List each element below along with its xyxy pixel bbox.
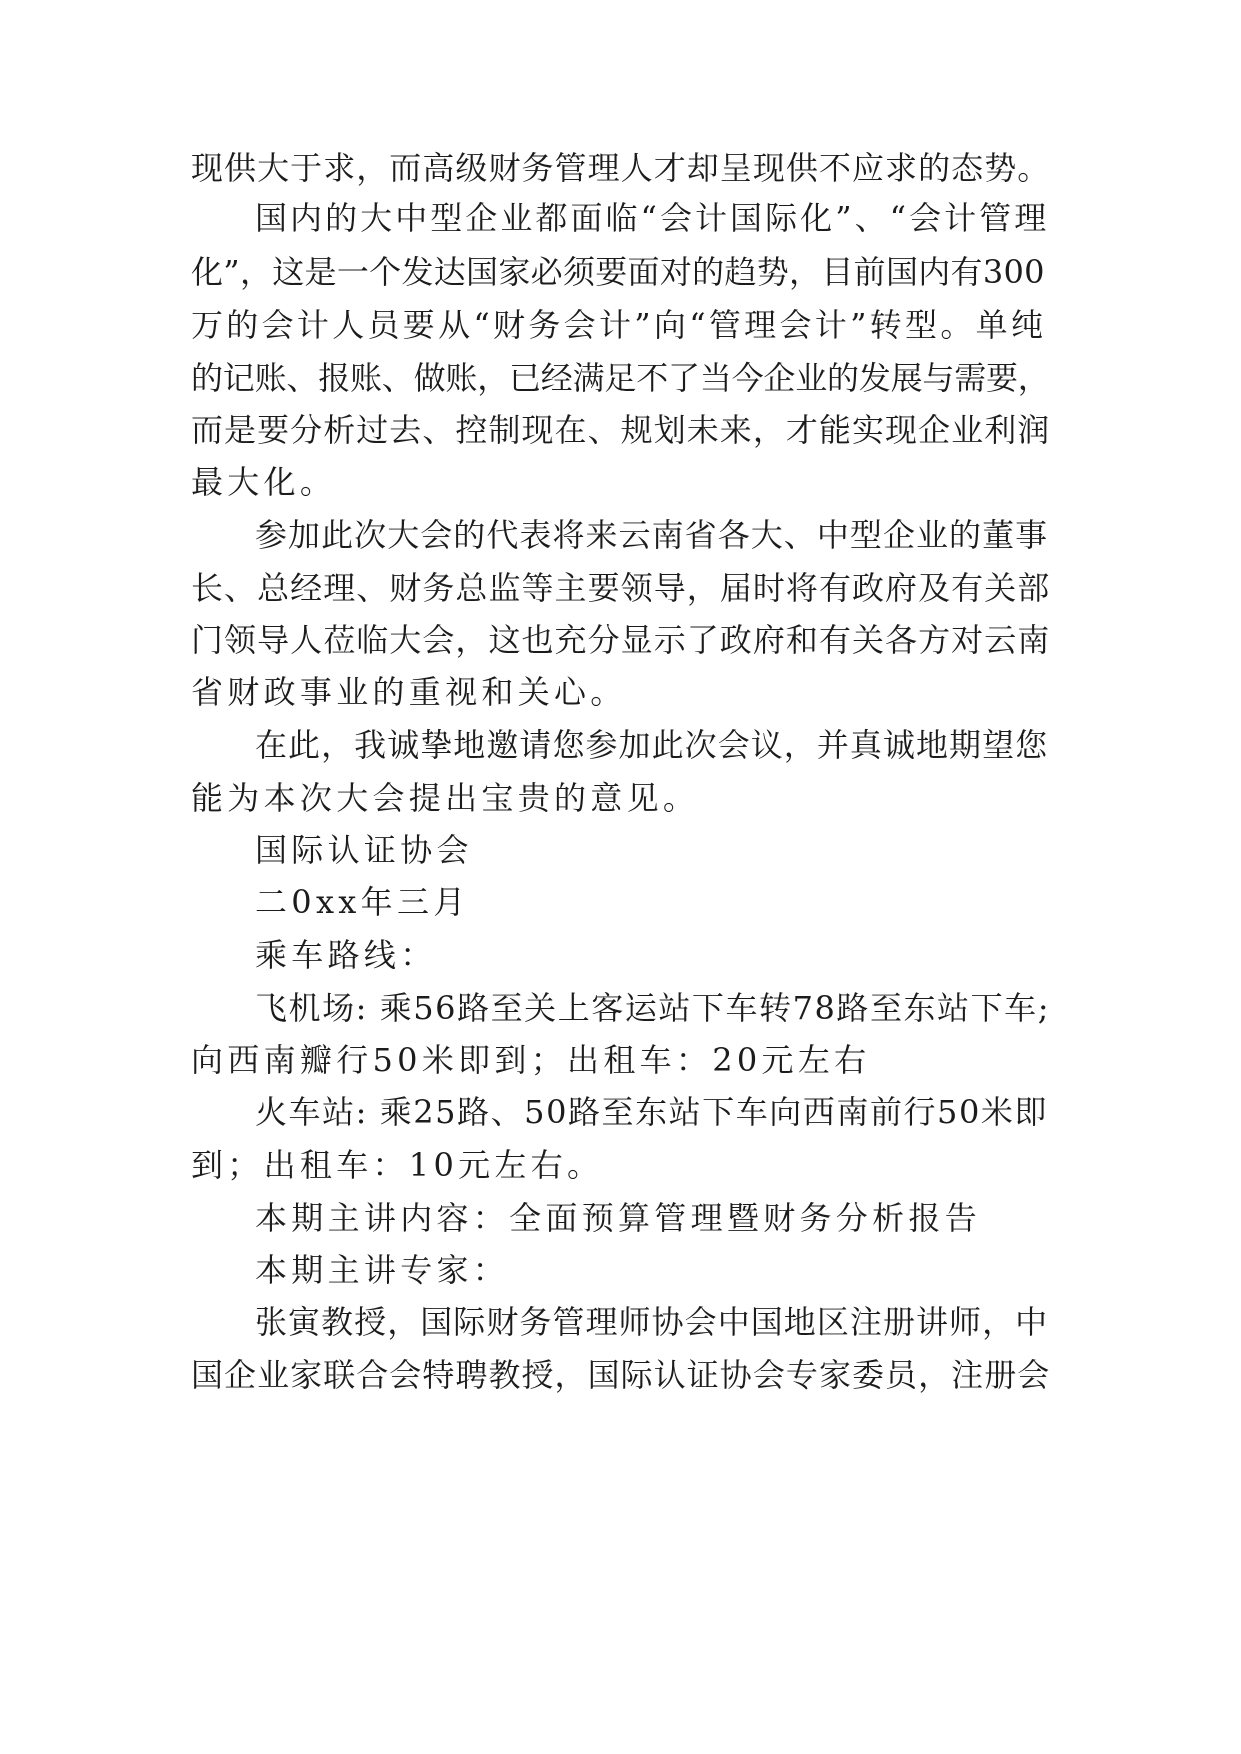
- paragraph-line: 而是要分析过去、控制现在、规划未来，才能实现企业利润: [191, 411, 1051, 449]
- paragraph-line: 的记账、报账、做账，已经满足不了当今企业的发展与需要，: [191, 359, 1050, 397]
- paragraph-line: 火车站: 乘25路、50路至东站下车向西南前行50米即: [255, 1093, 1048, 1131]
- paragraph-line: 现供大于求，而高级财务管理人才却呈现供不应求的态势。: [191, 149, 1051, 187]
- paragraph-line: 国内的大中型企业都面临“会计国际化”、“会计管理: [255, 199, 1050, 237]
- section-heading-expert: 本期主讲专家：: [255, 1251, 510, 1289]
- paragraph-line: 长、总经理、财务总监等主要领导，届时将有政府及有关部: [191, 569, 1051, 607]
- section-heading-route: 乘车路线：: [255, 936, 437, 974]
- paragraph-line: 能为本次大会提出宝贵的意见。: [191, 779, 700, 817]
- paragraph-line: 省财政事业的重视和关心。: [191, 673, 627, 711]
- paragraph-line: 最大化。: [191, 463, 337, 501]
- paragraph-line: 张寅教授，国际财务管理师协会中国地区注册讲师，中: [255, 1303, 1049, 1341]
- paragraph-line: 化”，这是一个发达国家必须要面对的趋势，目前国内有300: [191, 253, 1045, 291]
- paragraph-line: 飞机场: 乘56路至关上客运站下车转78路至东站下车;: [255, 989, 1051, 1027]
- paragraph-line: 参加此次大会的代表将来云南省各大、中型企业的董事: [255, 516, 1049, 554]
- signature-date: 二0xx年三月: [255, 883, 470, 921]
- paragraph-line: 本期主讲内容：全面预算管理暨财务分析报告: [255, 1199, 982, 1237]
- signature-organization: 国际认证协会: [255, 831, 473, 869]
- paragraph-line: 国企业家联合会特聘教授，国际认证协会专家委员，注册会: [191, 1356, 1051, 1394]
- paragraph-line: 到；出租车：10元左右。: [191, 1146, 604, 1184]
- paragraph-line: 在此，我诚挚地邀请您参加此次会议，并真诚地期望您: [255, 726, 1049, 764]
- paragraph-line: 门领导人莅临大会，这也充分显示了政府和有关各方对云南: [191, 621, 1051, 659]
- paragraph-line: 向西南瓣行50米即到；出租车：20元左右: [191, 1041, 871, 1079]
- paragraph-line: 万的会计人员要从“财务会计”向“管理会计”转型。单纯: [191, 306, 1047, 344]
